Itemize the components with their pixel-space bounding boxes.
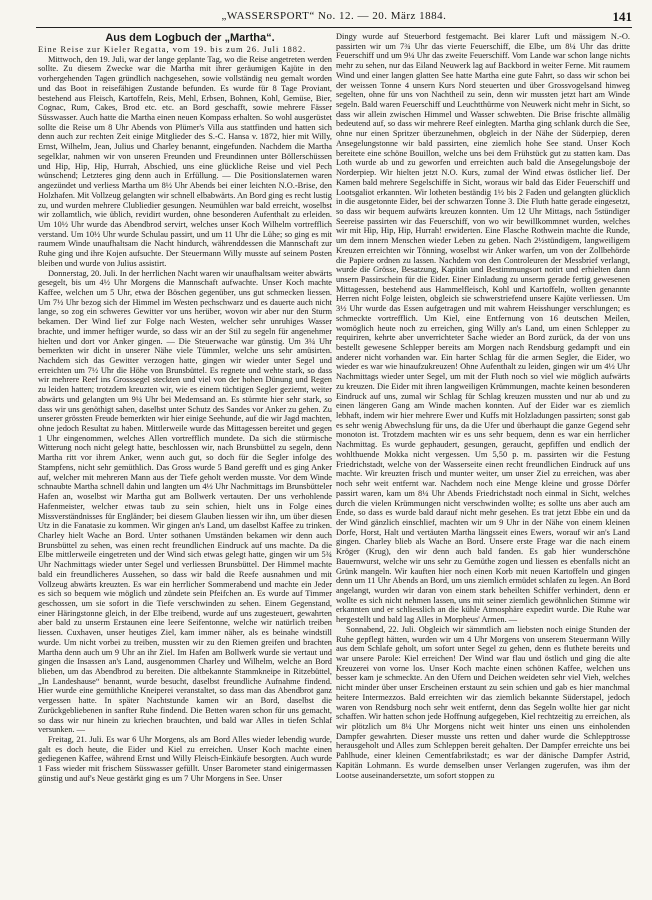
header-rule (36, 27, 632, 28)
paragraph-mittwoch: Mittwoch, den 19. Juli, war der lange geplante Tag, wo die Reise angetreten werden sollte. Zu diesem Zwecke war die Martha mit ihrer geräumigen Kajüte in den vorhergehenden Tagen gründlich nachgesehen, sowie vollständig neu gemalt worden und das Boot in reisefähigen Zustande befunden. Es wurde für 8 Tage Proviant, bestehend aus Fleisch, Kartoffeln, Reis, Mehl, Erbsen, Bohnen, Kohl, Gemüse, Bier, Cognac, Rum, Cakes, Brod etc. etc. an Bord geschafft, sowie mehrere Fässer Süsswasser. Auch hatte die Martha einen neuen Kompass erhalten. So wohl ausgerüstet sollte die Reise um 8 Uhr Abends von Plümer's Villa aus stattfinden und hatten sich denn auch zur rechten Zeit einige Mitglieder des S.-C. Hansa v. 1872, hier mit Willy, Ernst, Wilhelm, Jean, Julius und Charley benannt, eingefunden. Nachdem die Martha segelklar, nahmen wir von unseren Freunden und Freundinnen unter Böllerschüssen und Hip, Hip, Hip, Hurrah, Abschied, uns eine glückliche Reise und viel Pech wünschend; Letzteres ging denn auch in Erfüllung. — Die Positionslaternen waren angezündet und verliess Martha um 8½ Uhr Abends bei einer leichten N.O.-Brise, den Holzhafen. Mit Vollzeug gelangten wir schnell elbabwärts. An Bord ging es recht lustig zu, und wurden mehrere Clubliedier gesungen. Neumühlen war bald erreicht, woselbst wir zollamtlich, wie üblich, revidirt wurden, ohne besonderen Aufenthalt zu erleiden. Um 10½ Uhr wurde das Abendbrod servirt, welches unser Koch Wilhelm vortrefflich verstand. Um 10½ Uhr wurde Schulau passirt, und um 11 Uhr die Lühe; so ging es mit raumem Winde unaufhaltsam die Nacht hindurch, währenddessen die Mannschaft zur Ruhe ging und ihre Kojen aufsuchte. Der Steuermann Willy musste auf seinem Posten bleiben und wurde von Julius assistirt. (38, 54, 332, 268)
paragraph-donnerstag: Donnerstag, 20. Juli. In der herrlichen Nacht waren wir unaufhaltsam weiter abwärts gesegelt, bis um 4½ Uhr Morgens die Mannschaft aufwachte. Unser Koch machte Kaffee, welchen um 5 Uhr, etwa der Böschen gegenüber, uns gut schmecken liessen. Um 7½ Uhr bezog sich der Himmel im Westen pechschwarz und es dauerte auch nicht lange, so zog ein schweres Gewitter vor uns herüber, wovon wir aber nur den Sturm bekamen. Der Wind lief zur Folge nach Westen, welcher sehr unruhiges Wasser brachte, und immer heftiger wurde, so dass wir an der Stil zu segeln für angenehmer hielten und dort vor Anker gingen. — Die Steuerwache war günstig. Um 3¼ Uhr bemerkten wir dicht in unserer Nähe viele Tümmler, welche uns sehr amüsirten. Nachdem sich das Gewitter verzogen hatte, gingen wir wieder unter Segel und erreichten um 7½ Uhr die Höhe von Brunsbüttel. Es regnete und wehte stark, so dass wir mehrere Reef ins Grosssegel steckten und viel von der hohen Dünung und Regen zu leiden hatten; trotzdem kreuzten wir, wie es einem tüchtigen Segler geziemt, weiter abwärts und gelangten um 9¼ Uhr bei Medemsand an. Es stürmte hier sehr stark, so dass wir uns genöthigt sahen, daselbst unter Schutz des Sandes vor Anker zu gehen. Zu unserer grössten Freude bemerkten wir hier einige Seehunde, auf die wir Jagd machten, ohne jedoch Resultat zu haben. Mittlerweile wurde das Mittagessen bereitet und gegen 1 Uhr eingenommen, welches Allen vortrefflich mundete. Da sich die stürmische Witterung noch nicht gelegt hatte, beschlossen wir, nach Brunsbüttel zu segeln, denn Martha ritt vor ihrem Anker, wenn auch gut, so doch für die Segler infolge des Stampfens, nicht sehr gemüthlich. Das Gross wurde 5 Band gerefft und es ging Anker auf, welcher mit mehreren Mann aus der Tiefe geholt werden musste. Vor dem Winde schnaubte Martha schnell dahin und langten um 4½ Uhr Nachmittags im Brunsbütteler Hafen an, woselbst wir Martha gut am Bollwerk vertauten. Der uns verhohlende Hafenmeister, welcher etwas taub zu sein schien, hielt uns in Folge eines Missverständnisses für Engländer; bei diesem Glauben liessen wir ihn, um über diesen Utz in die Fanatasie zu kommen. Wir gingen an's Land, um daselbst Kaffee zu trinken. Charley hielt Wache an Bord. Unter sothanen Umständen bekamen wir denn auch Brunsbüttel zu sehen, was einen recht freundlichen Eindruck auf uns machte. Da die Elbe mittlerweile eingetreten und der Wind sich etwas gelegt hatte, gingen wir um 5¾ Uhr Nachmittags wieder unter Segel und verliessen Brunsbüttel. Der Himmel machte bald ein freundlicheres Aussehen, so dass wir bald die Reefe ausnahmen und mit Vollzeug abwärts kreuzten. Es war ein herrlicher Sommerabend und machte ein Jeder es sich so bequem wie möglich und zündete sein Pfeifchen an. Es wurde auf Timmer geschossen, um sie sofort in die Tiefe verschwinden zu sehen. Einem Gegenstand, einer Häringstonne gleich, in der Elbe treibend, wurde auf uns zugesteuert, gewahrten aber bald zu unserm Erstaunen eine leere Seifentonne, welche wir natürlich treiben liessen. Cuxhaven, unser heutiges Ziel, kam immer näher, als es beinahe windstill wurde. Um nicht vorbei zu treiben, mussten wir zu den Riemen greifen und brachten Martha denn auch um 9 Uhr an ihr Ziel. Im Hafen am Bollwerk wurde sie vertaut und gingen die Insassen an's Land, ausgenommen Charley und Wilhelm, welche an Bord blieben, um das Abendbrod zu bereiten. Die altbekannte Stammkneipe in Ritzebüttel, „In Landeshause“ benannt, wurde besucht, daselbst freundliche Aufnahme findend. Hier wurde eine gemüthliche Kneiperei veranstaltet, so dass man das Abendbrot ganz vergessen hatte. In später Nachtstunde kamen wir an Bord, daselbst die Zurückgebliebenen in sanfter Ruhe findend. Die Betten waren schon für uns gemacht, so dass wir nur hinein zu kriechen brauchten, und bald war Alles in tiefen Schlaf versunken. — (38, 268, 332, 735)
right-column (336, 32, 630, 780)
article-subtitle: Eine Reise zur Kieler Regatta, vom 19. bis zum 26. Juli 1882. (38, 45, 307, 54)
paragraph-continuation: Dingy wurde auf Steuerbord festgemacht. Bei klarer Luft und mässigem N.-O. passirten wir um 7¾ Uhr das vierte Feuerschiff, die Elbe, um 8¼ Uhr das dritte Feuerschiff und um 9¼ Uhr das zweite Feuerschiff. Vom Lande war schon lange nichts mehr zu sehen, nur das Eiland Neuwerk lag auf Backbord in weiter Ferne. Mit raumem Wind und einer langen glatten See hatte Martha eine gute Fahrt, so dass wir schon bei der weissen Tonne 4 unsern Kurs Nord steuerten und über Grossvogelsand hinweg segelten, ohne für uns von Nachtheil zu sein, denn wir mussten jetzt hart am Winde segeln. Bald waren Feuerschiff und Leuchtthürme von Neuwerk nicht mehr in Sicht, so dass wir allein zwischen Himmel und Wasser schwebten. Die Brise frischte allmälig bedeutend auf, so dass wir mehrere Reef einlegten. Martha ging schlank durch die See, ohne nur einen Spritzer überzunehmen, obgleich in der Nähe der Süderpiep, deren Ansegelungstonne wir bald passirten, eine ziemlich hohe See stand. Unser Koch bereitete eine schöne Bouillon, welche uns bei dem Frühstück gut zu statten kam. Das Loth wurde ab und zu geworfen und erreichten auch bald die Ansegelungsboje der Norderpiep. Wir hielten jetzt N.O. Kurs, zumal der Wind etwas östlicher lief. Der Kamen bald mehrere Segelschiffe in Sicht, woraus wir bald das Eider Feuerschiff und Lootsgaliot erkannten. Wir lotheten beständig 1½ bis 2 Faden und gelangten glücklich in die ausgetonnte Eider, bei der schwarzen Tonne 3. Die Fluth hatte gerade eingesetzt, so dass wir bequem aufwärts kreuzen konnten. Um 12 Uhr Mittags, nach 5stündiger Seereise passirten wir das Feuerschiff, von wo wir bewillkommnet wurden, welches wir mit Hip, Hip, Hip, Hurrah! erwiderten. Eine Flasche Rothwein machte die Runde, um dem innern Menschen wieder Leben zu geben. Nach 2½stündigem, langweiligem Kreuzen erreichten wir Tönning, woselbst wir Anker warfen, um von der Zollbehörde die Papiere ordnen zu lassen. Nachdem von den Controleuren der Messbrief verlangt, wurde die Grösse, Besatzung, Kapitän und Bestimmungsort notirt und erhielten dann unsern Passirschein für die Eider. Einer Einladung zu unserm gerade fertig gewesenen Mittagessen, bestehend aus Hammelfleisch, Kohl und Kartoffeln, wollten genannte Herren nicht Folge leisten, obgleich sie schwerstriefend unsere Kajüte verliessen. Um 3½ Uhr wurde das Essen aufgetragen und mit wahrem Heisshunger verschlungen; es schmeckte vortrefflich. Um Kiel, eine Entfernung von 16 deutschen Meilen, womöglich heute noch zu erreichen, ging Willy an's Land, um einen Schlepper zu requiriren, kehrte aber unverrichteter Sache wieder an Bord zurück, da der von uns bestellt gewesene Schlepper bereits am Morgen nach Rendsburg gedampft und ein anderer nicht vorhanden war. Ein harter Schlag für die armen Segler, die Eider, wo wieder es war wie hinaufzukreuzen! Ohne Aufenthalt zu leiden, gingen wir um 4½ Uhr Nachmittags wieder unter Segel, um mit der Fluth noch so viel wie möglich aufwärts zu kreuzen. Die Eider mit ihren langweiligen Krümmungen, machte keinen besonderen Eindruck auf uns, zumal wir Schlag für Schlag kreuzen mussten und nur ab und zu einen längeren Gang am Winde machen konnten. Auf der Eider war es ziemlich lebhaft, indem wir hier mehrere Ewer und Kuffs mit Holzladungen passirten; sonst gab es sehr wenig Abwechslung für uns, da die Ufer und überhaupt die ganze Gegend sehr monoton ist. Trotzdem machten wir es uns sehr bequem, denn es war ein herrlicher Nachmittag. Es wurde gephaudert, gesungen, geraucht, gepfiffen und endlich der wohlthuende Mokka nicht vergessen. Um 5,50 p. m. passirten wir die Festung Friedrichstadt, welche von der Wasserseite einen recht freundlichen Eindruck auf uns machte. Wir kreuzten frisch und munter weiter, um unser Ziel zu erreichen, was aber noch sehr weit entfernt war. Nachdem noch eine Menge kleine und grosse Dörfer passirt waren, kam um 8¼ Uhr Abends Friedrichstadt noch einmal in Sicht, welches durch die vielen Krümmungen nicht verschwinden wollte; es sollte uns aber auch am Ende, so dass es wurde bald darauf nicht mehr gesehen. Es trat jetzt Ebbe ein und da der Wind gänzlich einschlief, machten wir um 9 Uhr in der Nähe von einem kleinen Dorfe, Horst, Halt und vertäuten Martha längsseit eines Ewers, worauf wir an's Land gingen. Charley blieb als Wache an Bord. Unsere erste Frage war die nach einem Kröger (Krug), den wir denn auch bald fanden. Es gab hier wunderschöne Bauernwurst, welche wir uns sehr zu Gemüthe zogen und liessen es ebenfalls nicht an Grünk mangeln. Wir kauften hier noch einen Korb mit neuen Kartoffeln und gingen denn um 11 Uhr Abends an Bord, um uns ziemlich ermüdet schlafen zu legen. An Bord angelangt, wurden wir daran von einem stark beheilten Schiffer verhindert, denn er wollte es sich nicht nehmen lassen, uns mit seiner ziemlich gewöhnlichen Stimme wir erkannten und er schliesslich an die kühle Atmosphäre expedirt wurde. Die Ruhe war hergestellt und bald lag Alles in Morpheus' Armen. — (336, 32, 630, 625)
page-header (36, 10, 632, 28)
paragraph-freitag: Freitag, 21. Juli. Es war 6 Uhr Morgens, als am Bord Alles wieder lebendig wurde, galt es doch heute, die Eider und Kiel zu erreichen. Unser Koch machte einen gediegenen Kaffee, während Ernst und Willy Fleisch-Einkäufe besorgten. Auch wurde 1 Fass wieder mit frischem Süsswasser gefüllt. Unser Barometer stand einigermassen günstig und auf's Neue gestärkt ging es um 7 Uhr Morgens in See. Unser (38, 735, 332, 783)
page-number: 141 (612, 9, 632, 24)
article-title: Aus dem Logbuch der „Martha“. (105, 32, 275, 44)
left-column (38, 32, 332, 784)
paragraph-sonnabend: Sonnabend, 22. Juli. Obgleich wir sämmtlich am liebsten noch einige Stunden der Ruhe gepflegt hätten, wurden wir um 4 Uhr Morgens von unserem Steuermann Willy aus dem Schlafe geholt, um sofort unter Segel zu gehen, denn es fluthete bereits und war unsere Parole: Kiel erreichen! Der Wind war flau und östlich und ging die alte Kreuzerei von vorne los. Unser Koch machte einen schönen Kaffee, welchen uns besser kam je schmeckte. An den Ufern und Deichen weideten sehr viel Vieh, welches nicht minder über unser Erscheinen erstaunt zu sein schien und gab es hier manchmal heitere Intermezzos. Bald erreichten wir das ziemlich bekannte Süderstapel, jedoch waren von Rendsburg noch sehr weit entfernt, denn das Segeln wollte hier gar nicht schaffen. Wir hatten schon jede Hoffnung aufgegeben, Kiel rechtzeitig zu erreichen, als wir plötzlich um 8¼ Uhr Morgens nicht weit hinter uns einen uns einholenden Dampfer gewahrten. Dieser musste uns retten und daher wurde die Schlepptrosse herausgeholt und Alles zum Schleppen bereit gehalten. Der Dampfer erreichte uns bei Pahlhude, einer kleinen Cementfabrikstadt; es war der dänische Dampfer Astrid, Kapitän Lohmann. Es wurde demselben unser Verlangen zugerufen, was ihm der Lootse auseinandersetzte, um sofort stoppen zu (336, 624, 630, 780)
running-title: „WASSERSPORT“ No. 12. — 20. März 1884. (221, 10, 447, 22)
